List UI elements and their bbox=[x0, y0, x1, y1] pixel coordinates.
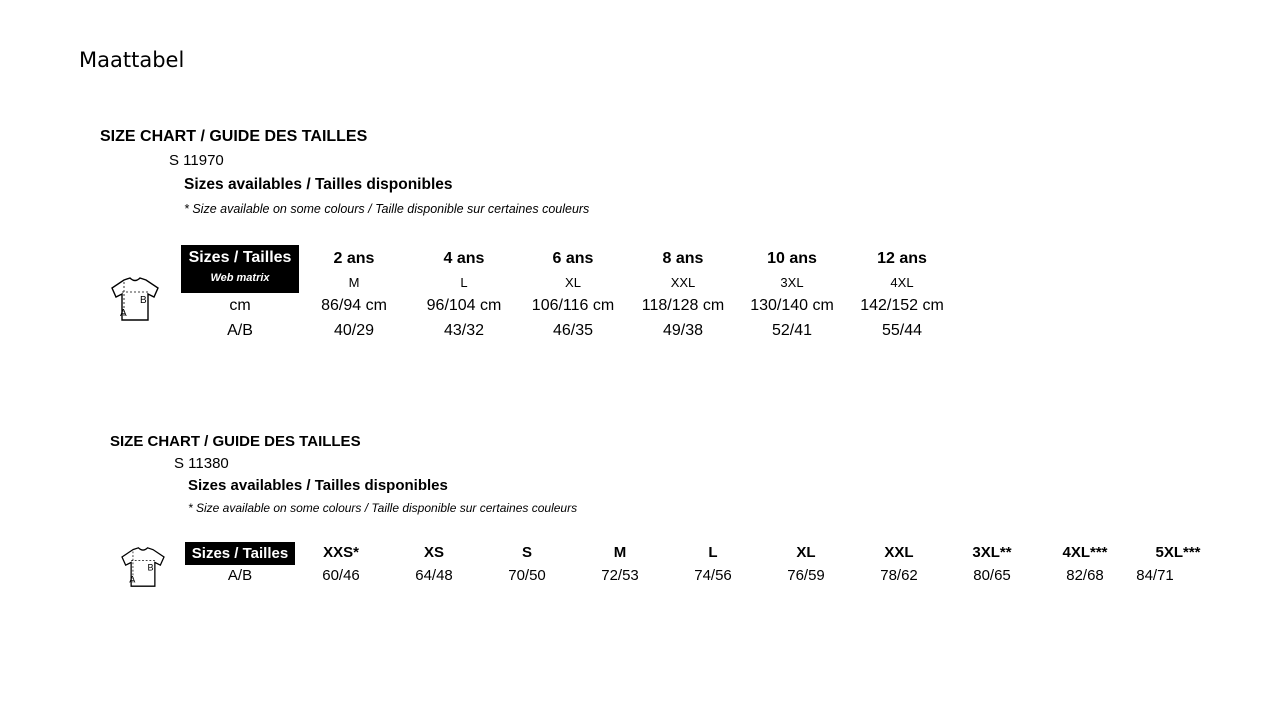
header-label: Sizes / Tailles bbox=[188, 249, 292, 266]
size-header: 4 ans bbox=[443, 250, 485, 267]
size-header: XS bbox=[423, 544, 445, 561]
size-header: XXS* bbox=[323, 544, 359, 561]
header-sublabel: Web matrix bbox=[210, 272, 270, 284]
web-matrix-cell: L bbox=[460, 275, 468, 290]
row-label-ab: A/B bbox=[227, 567, 253, 584]
product-code: S 11380 bbox=[174, 455, 229, 472]
page-title: Maattabel bbox=[79, 48, 185, 72]
ab-cell: 70/50 bbox=[508, 567, 546, 584]
cm-cell: 142/152 cm bbox=[860, 297, 944, 314]
size-header: 2 ans bbox=[333, 250, 375, 267]
ab-cell: 46/35 bbox=[552, 322, 594, 339]
cm-cell: 130/140 cm bbox=[750, 297, 834, 314]
chart-heading: SIZE CHART / GUIDE DES TAILLES bbox=[110, 433, 361, 450]
product-code: S 11970 bbox=[169, 152, 224, 169]
cm-cell: 118/128 cm bbox=[641, 297, 725, 314]
size-header: 4XL*** bbox=[1062, 544, 1108, 561]
size-header: 10 ans bbox=[767, 250, 817, 267]
table-header-label: Sizes / Tailles bbox=[185, 542, 295, 565]
cm-cell: 106/116 cm bbox=[531, 297, 615, 314]
web-matrix-cell: 4XL bbox=[890, 275, 914, 290]
size-header: 6 ans bbox=[552, 250, 594, 267]
size-header: 12 ans bbox=[877, 250, 927, 267]
svg-text:B: B bbox=[147, 562, 154, 573]
row-label-ab: A/B bbox=[227, 322, 253, 339]
chart-heading: SIZE CHART / GUIDE DES TAILLES bbox=[100, 128, 368, 145]
web-matrix-cell: 3XL bbox=[780, 275, 804, 290]
ab-cell: 49/38 bbox=[662, 322, 704, 339]
ab-cell: 74/56 bbox=[694, 567, 732, 584]
ab-cell: 43/32 bbox=[443, 322, 485, 339]
ab-cell: 52/41 bbox=[771, 322, 813, 339]
svg-text:A: A bbox=[129, 574, 136, 585]
web-matrix-cell: XL bbox=[565, 275, 581, 290]
ab-cell: 76/59 bbox=[787, 567, 825, 584]
ab-cell: 60/46 bbox=[322, 567, 360, 584]
web-matrix-cell: XXL bbox=[670, 275, 696, 290]
ab-cell: 78/62 bbox=[880, 567, 918, 584]
size-header: 8 ans bbox=[662, 250, 704, 267]
size-header: L bbox=[708, 544, 718, 561]
svg-text:B: B bbox=[140, 295, 147, 306]
ab-cell: 82/68 bbox=[1066, 567, 1104, 584]
size-header: 5XL*** bbox=[1155, 544, 1201, 561]
size-header: XXL bbox=[884, 544, 914, 561]
ab-cell: 72/53 bbox=[601, 567, 639, 584]
tshirt-measure-icon bbox=[117, 546, 169, 588]
ab-cell: 40/29 bbox=[333, 322, 375, 339]
size-header: 3XL** bbox=[972, 544, 1012, 561]
size-header: XL bbox=[796, 544, 816, 561]
row-label-cm: cm bbox=[229, 297, 251, 314]
table-header-label bbox=[181, 245, 299, 293]
tshirt-measure-icon bbox=[108, 276, 162, 322]
size-header: S bbox=[521, 544, 533, 561]
cm-cell: 86/94 cm bbox=[321, 297, 387, 314]
ab-cell: 55/44 bbox=[881, 322, 923, 339]
chart-subheading: Sizes availables / Tailles disponibles bbox=[188, 477, 448, 494]
size-header: M bbox=[613, 544, 627, 561]
ab-cell: 80/65 bbox=[973, 567, 1011, 584]
web-matrix-cell: M bbox=[348, 275, 360, 290]
svg-text:A: A bbox=[120, 308, 127, 319]
chart-note: * Size available on some colours / Taille disponible sur certaines couleurs bbox=[184, 202, 590, 216]
cm-cell: 96/104 cm bbox=[426, 297, 502, 314]
ab-cell: 84/71 bbox=[1136, 567, 1174, 584]
ab-cell: 64/48 bbox=[415, 567, 453, 584]
chart-note: * Size available on some colours / Taille disponible sur certaines couleurs bbox=[188, 501, 578, 515]
chart-subheading: Sizes availables / Tailles disponibles bbox=[184, 176, 453, 193]
